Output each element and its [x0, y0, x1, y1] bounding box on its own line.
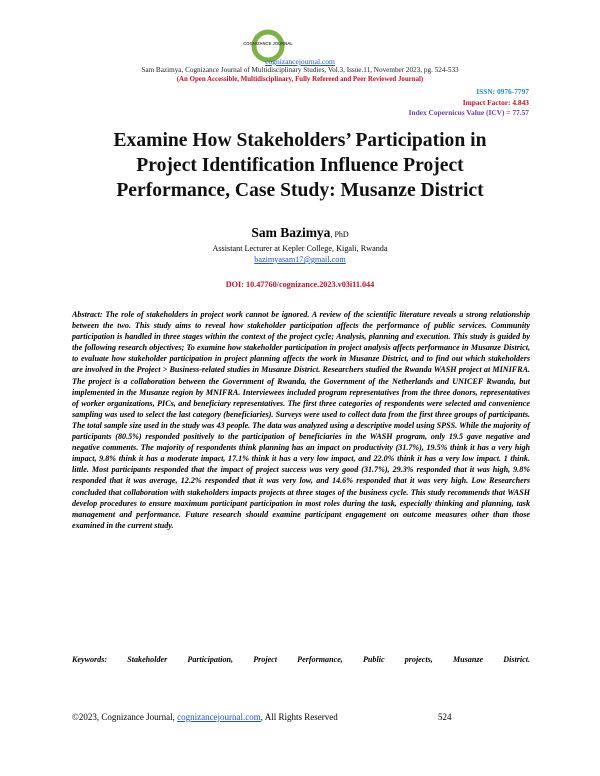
- footer-site-link[interactable]: cognizancejournal.com: [177, 712, 261, 722]
- author-affiliation: Assistant Lecturer at Kepler College, Kigali, Rwanda: [212, 244, 388, 253]
- citation-line: Sam Bazimya, Cognizance Journal of Multidisciplinary Studies, Vol.3, Issue.11, November 2023, pg. 524-533: [141, 66, 459, 74]
- issn-label: ISSN: 0976-7797: [476, 87, 529, 96]
- logo-text: COGNIZANCE JOURNAL: [243, 41, 293, 46]
- author-line: [0, 224, 600, 242]
- page-number: 524: [438, 712, 452, 722]
- title-line: Examine How Stakeholders’ Participation in: [113, 130, 487, 151]
- copyright-suffix: , All Rights Reserved: [260, 712, 338, 722]
- title-line: Performance, Case Study: Musanze District: [116, 180, 484, 201]
- author-degree: , PhD: [330, 230, 349, 239]
- doi-label: DOI: 10.47760/cognizance.2023.v03i11.044: [225, 280, 375, 289]
- copyright-prefix: ©2023, Cognizance Journal,: [72, 712, 178, 722]
- abstract-text: Abstract: The role of stakeholders in project work cannot be ignored. A review of the scientific literature reveals a strong relationship between the two. This study aims to reveal how stakeholder participation affects the performance of public services. Community participation is handled in three stages within the context of the project cycle; Analysis, planning and execution. This study is guided by the following research objectives; To examine how stakeholder participation in project analysis affects performance in Musanze District, to evaluate how stakeholder participation in project planning affects the work in Musanze District, and to find out which stakeholders are involved in the Project > Business-related studies in Musanze District. Researchers studied the Rwanda WASH project at MINIFRA. The project is a collaboration between the Government of Rwanda, the Government of the Netherlands and UNICEF Rwanda, but implemented in the Musanze region by MNIFRA. Interviewees included program representatives from the three donors, representatives of worker organizations, PICs, and beneficiary representatives. The first three categories of respondents were selected and convenience sampling was used to select the last category (beneficiaries). Surveys were used to collect data from the first three groups of participants. The total sample size used in the study was 43 people. The data was analyzed using a descriptive model using SPSS. While the majority of participants (80.5%) responded positively to the participation of beneficiaries in the WASH program, only 19.5 gave negative and negative comments. The majority of respondents think planning has an impact on productivity (31.7%), 19.5% think it has a very high impact, 9.8% think it has a moderate impact, 17.1% think it has a very low impact, and 22.0% think it has a very low impact. 1 think. little. Most participants responded that the impact of project success was very good (31.7%), 29.3% responded that it was high, 9.8% responded that it was average, 12.2% responded that it was very low, and 14.6% responded that it was very high. Low Researchers concluded that collaboration with stakeholders impacts projects at three stages of the business cycle. This study recommends that WASH develop procedures to ensure maximum participant participation in most roles during the task, especially thinking and planning, task management and performance. Future research should examine participant engagement on outcome measures other than those examined in the current study.: [72, 310, 530, 530]
- page-footer: [72, 712, 462, 722]
- impact-factor-label: Impact Factor: 4.843: [462, 98, 529, 107]
- author-email-link[interactable]: bazimyasam17@gmail.com: [254, 255, 346, 264]
- keywords-text: Keywords: Stakeholder Participation, Project Performance, Public projects, Musanze District.: [72, 655, 530, 664]
- open-access-line: (An Open Accessible, Multidisciplinary, Fully Refereed and Peer Reviewed Journal): [176, 76, 424, 83]
- copernicus-index-label: Index Copernicus Value (ICV) = 77.57: [408, 108, 529, 117]
- title-line: Project Identification Influence Project: [136, 155, 464, 176]
- author-name: Sam Bazimya: [251, 225, 331, 240]
- paper-title: [40, 128, 560, 203]
- journal-site-link[interactable]: cognizancejournal.com: [265, 57, 335, 66]
